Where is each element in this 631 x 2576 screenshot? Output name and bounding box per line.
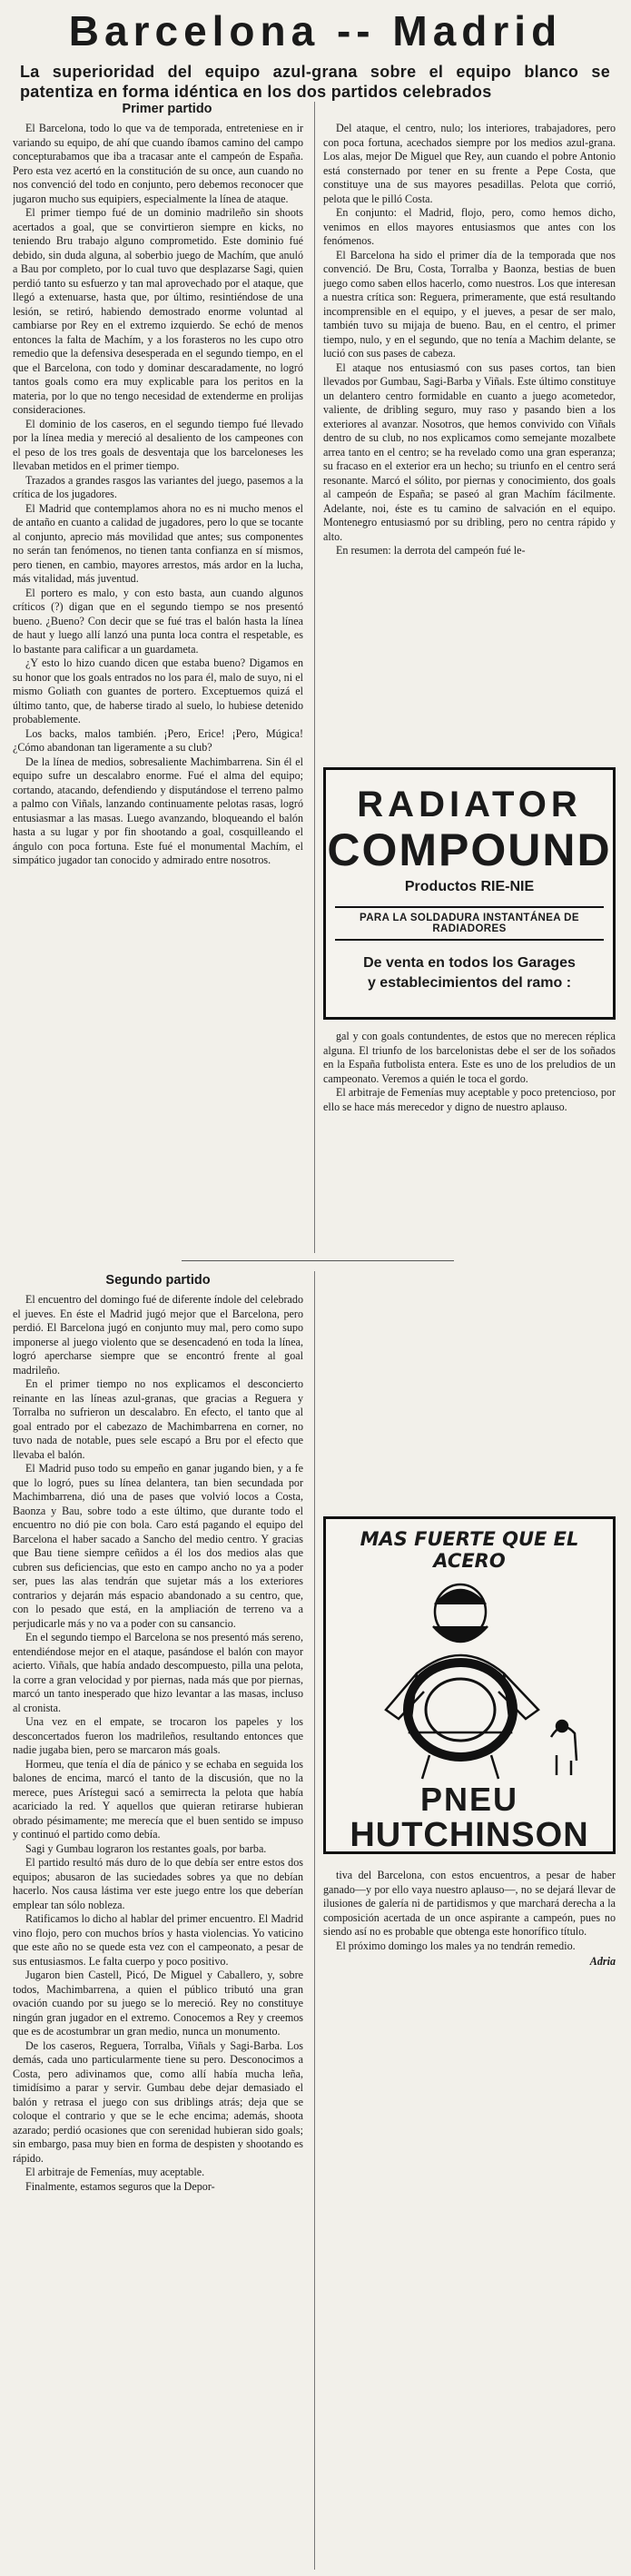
- paragraph: Una vez en el empate, se trocaron los papeles y los desconcertados fueron los madrileños, resultando entonces que nadie jugaba bien, pero se marcaron más goals.: [13, 1715, 303, 1756]
- ad-tagline: MAS FUERTE QUE EL ACERO: [360, 1528, 579, 1572]
- paragraph: Hormeu, que tenía el día de pánico y se echaba en seguida los balones de encima, marcó el tanto de la discusión, que no la merece, pues Arístegui sacó a semirrecta la pelota que había acariciado la red. Y aquellos que quieran retirarse hubieran obrado pésimamente; me merecía que el buen sentido se impuso y continuó el partido como debía.: [13, 1757, 303, 1841]
- paragraph: De los caseros, Reguera, Torralba, Viñals y Sagi-Barba. Los demás, cada uno particularmente tiene su pero. Desconocimos a Costa, pero adivinamos que, como allí había mucha leña, timidísimo a parar y servir. Gumbau debe dejar demasiado el balón y retrasa el juego con sus driblings atrás; deja que se coloque el contrario y que se le eche encima; además, shoota azarado; perdió ocasiones que con serenidad hubieran sido goals; sin embargo, pasa muy bien en forma de despisten y shootando es rápido.: [13, 2038, 303, 2165]
- paragraph: De la línea de medios, sobresaliente Machimbarrena. Sin él el equipo sufre un descalabro enorme. Fué el alma del equipo; cortando, atacando, defendiendo y disputándose el terreno palmo a palmo con Viñals, lanzando continuamente pelotas rasas, logró entusiasmar a las masas. Luego avanzando, bloqueando el balón hasta a su lugar y por fin shootando a goal, cosquilleando el ángulo con poca fortuna. Este fué el monumental Machím, el simpático jugador tan conocido y admirado entre nosotros.: [13, 755, 303, 866]
- paragraph: En el primer tiempo no nos explicamos el desconcierto reinante en las líneas azul-granas, que gracias a Reguera y Torralba no sufrieron un descalabro. En efecto, el tanto que al goal entrado por el cabezazo de Machimbarrena en corner, no tuvo nada de notable, pues sele escapó a Bru por el efecto que llevaba el balón.: [13, 1377, 303, 1461]
- ad-brand-line2: HUTCHINSON: [350, 1816, 589, 1854]
- ad-sale-line2: y establecimientos del ramo :: [367, 975, 572, 991]
- headline: Barcelona -- Madrid: [68, 7, 563, 54]
- author-signature: Adria: [589, 1955, 616, 1968]
- paragraph: gal y con goals contundentes, de estos que no merecen réplica alguna. El triunfo de los barcelonistas debe el ser de los soñados en la España futbolista entera. Este es uno de los preludios de un campeonato. Veremos a quién le toca el gordo.: [323, 1030, 616, 1085]
- paragraph: El próximo domingo los males ya no tendrán remedio.: [336, 1939, 576, 1952]
- primer-left-column: [13, 122, 303, 1257]
- section-title-segundo: Segundo partido: [105, 1273, 211, 1288]
- paragraph: ¿Y esto lo hizo cuando dicen que estaba bueno? Digamos en su honor que los goals entrados no los para él, malo de suyo, ni el mismo Goliath con guantes de portero. Exceptuemos quizá el último tanto, que, de haberse tirado al suelo, lo hubiese detenido probablemente.: [13, 656, 303, 725]
- ad-usage-band: PARA LA SOLDADURA INSTANTÁNEA DE RADIADORES: [335, 906, 604, 941]
- paragraph: El arbitraje de Femenías muy aceptable y poco pretencioso, por ello se hace más merecedor y digno de nuestro aplauso.: [323, 1086, 616, 1113]
- column-rule: [314, 1271, 315, 2570]
- strongman-with-tyre-illustration: [333, 1574, 606, 1782]
- radiator-compound-advertisement: [323, 767, 616, 1020]
- paragraph: Sagi y Gumbau lograron los restantes goals, por barba.: [25, 1841, 267, 1855]
- paragraph: En el segundo tiempo el Barcelona se nos presentó más sereno, entendiéndose mejor en el ataque, pasándose el balón con mayor acierto. Viñals, que había andado descompuesto, pilla una pelota, la corre a gran velocidad y por piernas, nada más que por piernas, marcó un tanto inesperado que hizo levantar a las masas, incluso al cronista.: [13, 1631, 303, 1714]
- paragraph: El Barcelona, todo lo que va de temporada, entreteniese en ir variando su equipo, de ahí que cuando íbamos camino del campo concepturabamos que iba a tracasar ante el campeón de España. Pero esta vez acertó en la constitución de su once, aun cuando no nos convenció del todo en conjunto, pero debemos reconocer que jugaron mucho sus equipiers, especialmente la línea de ataque.: [13, 122, 303, 205]
- paragraph: El dominio de los caseros, en el segundo tiempo fué llevado por la línea media y mereció al desaliento de los campeones con el peso de los tres goals de desventaja que los barceloneses les llevaban metidos en el primer tiempo.: [13, 417, 303, 472]
- paragraph: El encuentro del domingo fué de diferente índole del celebrado el jueves. En éste el Madrid jugó mejor que el Barcelona, pero perdió. El Barcelona jugó en conjunto muy mal, pero como supo imponerse al juego violento que se desencadenó en toda la línea, logró apercharse siempre que se encontró frente al goal madrileño.: [13, 1293, 303, 1377]
- hutchinson-tyre-advertisement: [323, 1516, 616, 1854]
- ad-products-line: Productos RIE-NIE: [404, 879, 535, 894]
- subheadline: La superioridad del equipo azul-grana sobre el equipo blanco se patentiza en forma idéntica en los dos partidos celebrados: [20, 63, 610, 101]
- ad-brand-line1: PNEU: [419, 1781, 519, 1818]
- column-rule: [314, 102, 315, 1253]
- paragraph: tiva del Barcelona, con estos encuentros, a pesar de haber ganado—y por ello vaya nuestro aplauso—, no se dejará llevar de ilusiones de galería ni de partidismos y que marchará derecha a la composición acertada de un once aspirante a campeón, pues no siendo así no es probable que obtenga este honorífico título.: [323, 1869, 616, 1938]
- paragraph: En resumen: la derrota del campeón fué le-: [336, 544, 526, 557]
- paragraph: El ataque nos entusiasmó con sus pases cortos, tan bien llevados por Gumbau, Sagi-Barba y Viñals. Este último constituye un delantero centro formidable en cuanto a juego acometedor, valiente, de dribling seguro, muy raso y pasando bien a los exteriores al avanzar. Nosotros, que hemos convivido con Viñals dentro de su club, no nos explicamos como semejante mozalbete arrea tanto en el centro; se ha revelado como una gran esperanza; su fracaso en el exterior era un hecho; su triunfo en el centro será resonante. Marcó el sólito, por piernas y conocimiento, dos goals al campeón de España; se paseó al gran Machím fácilmente. Adelante, noi, éste es tu camino de salvación en el equipo. Montenegro entusiasmó por su dribling, pero no centra rápido y alto.: [323, 360, 616, 543]
- segundo-left-column: [13, 1293, 303, 2573]
- paragraph: El Madrid puso todo su empeño en ganar jugando bien, y a fe que lo logró, pues su línea delantera, tan bien secundada por Machimbarrena, dió una de pases que volvió locos a Costa, Baonza y Bau, sobre todo a este último, que durante todo el encuentro no dió pie con bola. Caro está pagando el equipo del Barcelona el haber sacado a Sancho del medio centro. Y gracias que Bau tiene siempre ceñidos a él los dos medios alas que cubren sus deficiencias, que esto en campo ancho no ya a poder ser, pues las alas tendrán que sujetar más a los exteriores contrarios y dejarán más espacio abandonado a su centro, que, con lo pesado que está, en la ampliación de terreno va a perjudicarle más y no va a poder con su cansancio.: [13, 1462, 303, 1630]
- primer-right-column-top: [323, 122, 616, 759]
- paragraph: Los backs, malos también. ¡Pero, Erice! ¡Pero, Múgica! ¿Cómo abandonan tan ligeramente a su club?: [13, 726, 303, 754]
- section-title-primer: Primer partido: [122, 102, 212, 116]
- paragraph: El portero es malo, y con esto basta, aun cuando algunos críticos (?) digan que en el segundo tiempo se nos presentó bueno. ¿Bueno? Con decir que se fué tras el balón hasta la línea de haut y luego allí lanzó una punta loca contra el respetable, es lo bastante para calificar a un guardameta.: [13, 586, 303, 656]
- paragraph: Finalmente, estamos seguros que la Depor-: [25, 2179, 215, 2193]
- paragraph: El partido resultó más duro de lo que debía ser entre estos dos equipos; abusaron de las suciedades sobres ya que no debían hacerlo. Nos causa lástima ver este juego entre los que deberían emplear tan sólo nobleza.: [13, 1856, 303, 1911]
- ad-brand-line2: COMPOUND: [327, 824, 612, 875]
- section-divider: [182, 1260, 454, 1261]
- ad-brand-line1: RADIATOR: [357, 785, 582, 824]
- paragraph: El Barcelona ha sido el primer día de la temporada que nos convenció. De Bru, Costa, Torralba y Baonza, bestias de buen juego como saben ellos hacerlo, como nuestros. Los que interesan a nuestra crítica son: Reguera, primeramente, que está resultando incomprensible en el equipo, y el jueves, a pesar de ser malo, también tuvo su mijaja de bueno. Bau, en el centro, el primer tiempo, nulo, y en el segundo, que no tenía a Machim delante, se lució con sus pases de cabeza.: [323, 248, 616, 360]
- primer-right-column-bottom: [323, 1030, 616, 1248]
- paragraph: Trazados a grandes rasgos las variantes del juego, pasemos a la crítica de los jugadores.: [13, 473, 303, 500]
- segundo-right-column-bottom: [323, 1869, 616, 2050]
- paragraph: Jugaron bien Castell, Picó, De Miguel y Caballero, y, sobre todos, Machimbarrena, a quien el público tributó una gran ovación cuando por su juego se lo mereció. Rey no constituye ningún gran jugador en el extremo. Conocemos a Rey y creemos que es de acostumbrar un gran medio, nunca un monumento.: [13, 1969, 303, 2038]
- paragraph: El arbitraje de Femenías, muy aceptable.: [25, 2166, 205, 2178]
- paragraph: Del ataque, el centro, nulo; los interiores, trabajadores, pero con poca fortuna, acechados siempre por los medios azul-grana. Los alas, mejor De Miguel que Rey, aun cuando el pobre Antonio está consternado por tener en su frente a Pepe Costa, que constituye una de sus mayores pesadillas. Pelota que corrió, pelota que le pilló Costa.: [323, 122, 616, 205]
- ad-sale-line1: De venta en todos los Garages: [363, 955, 576, 971]
- paragraph: El Madrid que contemplamos ahora no es ni mucho menos el de antaño en cuanto a calidad de jugadores, pero lo que se tocante al conjunto, aprecio más movilidad que antes; sus componentes no serán tan fenómenos, no tienen tanta confianza en sí mismos, pero tienen, en cambio, mayores arrestos, más ardor en la lucha, más vitalidad, más juventud.: [13, 501, 303, 585]
- paragraph: El primer tiempo fué de un dominio madrileño sin shoots acertados a goal, que se convirtieron siempre en kicks, no teniendo Bru trabajo alguno comprometido. Este dominio fué debido, sin duda alguna, al soberbio juego de Machím, que anuló a Bau por completo, por lo cual tuvo que desplazarse Sagi, quien perdió tanto su esfuerzo y tan mal aprovechado por el ataque, que llegó a extenuarse, hasta que, por último, resintiéndose de una lesión, se retiró, habiendo demostrado enorme voluntad al cambiarse por Rey en el extremo izquierdo. Se echó de menos entonces la falta de Machím, y a los forasteros no les cupo otro remedio que la defensiva desesperada en el segundo tiempo, en el que el Barcelona, con todo y dominar descaradamente, no logró tantos goals como era muy explicable para los peritos en la materia, por lo que no tengo necesidad de extenderme en prolijas consideraciones.: [13, 206, 303, 416]
- paragraph: Ratificamos lo dicho al hablar del primer encuentro. El Madrid vino flojo, pero con muchos bríos y hasta violencias. Yo vaticino que este año no se quede esta vez con el campeonato, a pesar de sus entusiasmos. Le falta cuerpo y poco positivo.: [13, 1912, 303, 1968]
- paragraph: En conjunto: el Madrid, flojo, pero, como hemos dicho, venimos en ellos mayores entusiasmos que antes con los fenómenos.: [323, 206, 616, 247]
